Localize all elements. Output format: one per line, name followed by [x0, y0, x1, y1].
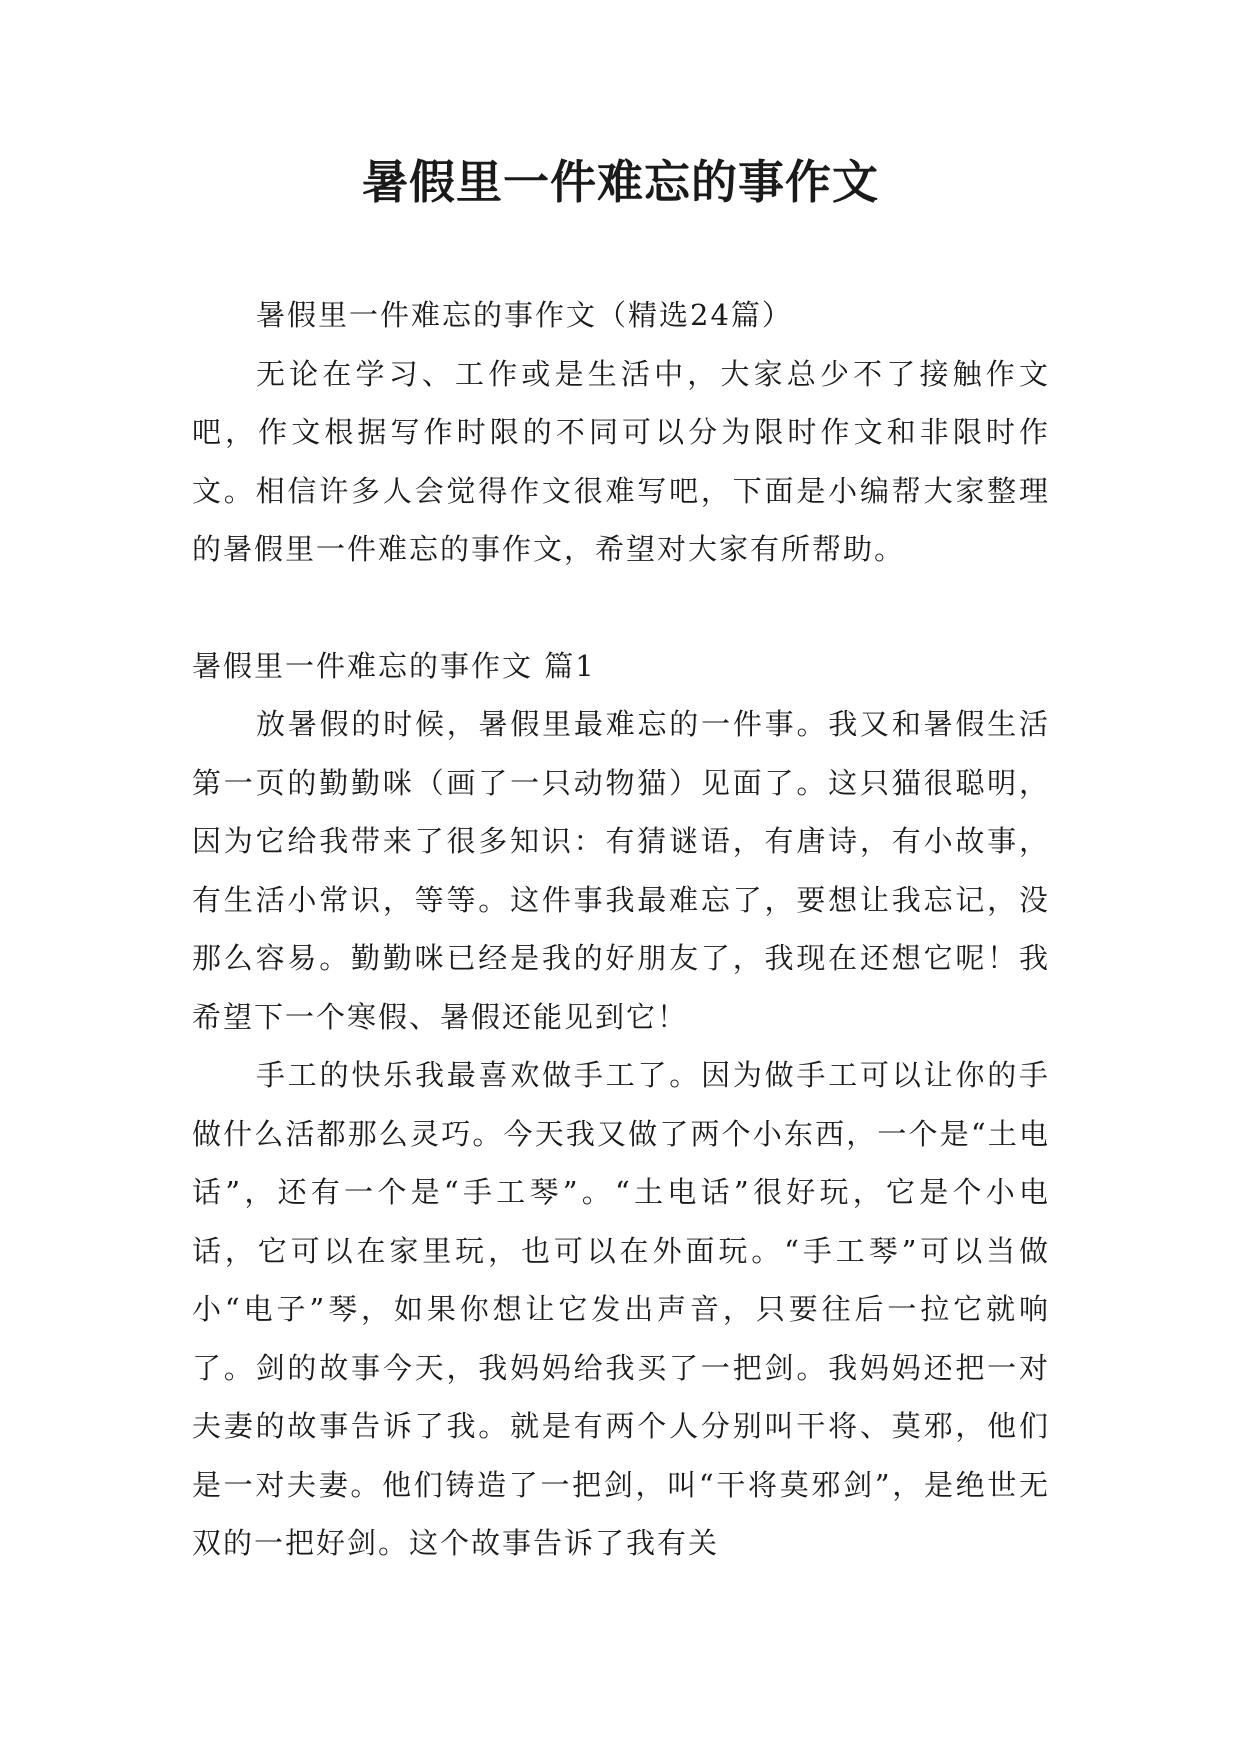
- document-title: 暑假里一件难忘的事作文: [362, 155, 879, 209]
- section-spacer: [192, 579, 1050, 637]
- section-heading: 暑假里一件难忘的事作文 篇1: [192, 648, 596, 683]
- document-subtitle: 暑假里一件难忘的事作文（精选24篇）: [256, 298, 793, 332]
- body-paragraph-2: 手工的快乐我最喜欢做手工了。因为做手工可以让你的手做什么活都那么灵巧。今天我又做了两个小东西，一个是“土电话”，还有一个是“手工琴”。“土电话”很好玩，它是个小电话，它可以在家里玩，也可以在外面玩。“手工琴”可以当做小“电子”琴，如果你想让它发出声音，只要往后一拉它就响了。剑的故事今天，我妈妈给我买了一把剑。我妈妈还把一对夫妻的故事告诉了我。就是有两个人分别叫干将、莫邪，他们是一对夫妻。他们铸造了一把剑，叫“干将莫邪剑”，是绝世无双的一把好剑。这个故事告诉了我有关: [192, 1058, 1050, 1560]
- document-body: [192, 286, 1050, 1573]
- intro-paragraph: 无论在学习、工作或是生活中，大家总少不了接触作文吧，作文根据写作时限的不同可以分为限时作文和非限时作文。相信许多人会觉得作文很难写吧，下面是小编帮大家整理的暑假里一件难忘的事作文，希望对大家有所帮助。: [192, 356, 1050, 566]
- body-paragraph-1: 放暑假的时候，暑假里最难忘的一件事。我又和暑假生活第一页的勤勤咪（画了一只动物猫）见面了。这只猫很聪明，因为它给我带来了很多知识：有猜谜语，有唐诗，有小故事，有生活小常识，等等。这件事我最难忘了，要想让我忘记，没那么容易。勤勤咪已经是我的好朋友了，我现在还想它呢！我希望下一个寒假、暑假还能见到它！: [192, 707, 1050, 1034]
